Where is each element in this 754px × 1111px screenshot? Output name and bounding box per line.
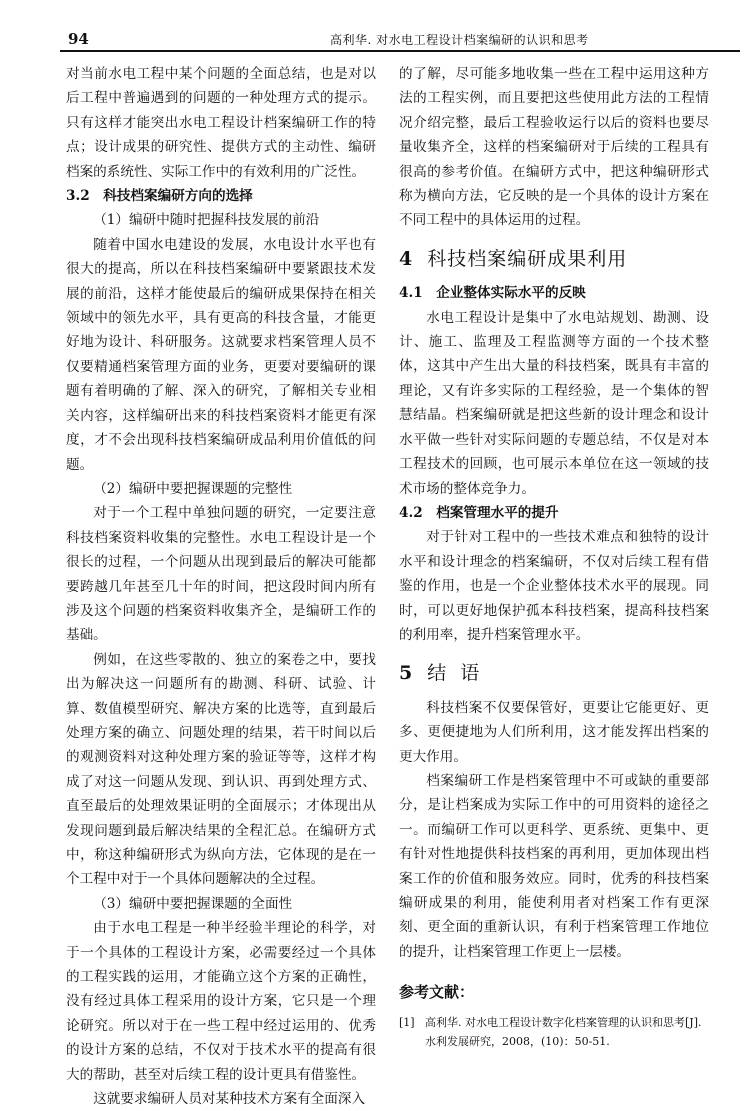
page-header bbox=[60, 20, 740, 52]
section-title: 结语 bbox=[427, 662, 494, 685]
paragraph: 随着中国水电建设的发展，水电设计水平也有很大的提高，所以在科技档案编研中要紧跟技术发展的前沿，这样才能使最后的编研成果保持在相关领域中的领先水平，具有更高的科技含量，才能更好地为设计、科研服务。这就要求档案管理人员不仅要精通档案管理方面的业务，更要对要编研的课题有着明确的了解、深入的研究，了解相关专业相关内容，这样编研出来的科技档案资料才能更有深度，才不会出现科技档案编研成品利用价值低的问题。 bbox=[66, 236, 376, 473]
section-title: 科技档案编研成果利用 bbox=[427, 247, 628, 270]
section-number: 5 bbox=[399, 662, 414, 685]
right-column bbox=[399, 62, 709, 1051]
paragraph: 科技档案不仅要保管好，更要让它能更好、更多、更便捷地为人们所利用，这才能发挥出档案的更大作用。 bbox=[399, 699, 709, 765]
paragraph: 档案编研工作是档案管理中不可或缺的重要部分，是让档案成为实际工作中的可用资料的途径之一。而编研工作可以更科学、更系统、更集中、更有针对性地提供科技档案的再利用，更加体现出档案工作的价值和服务效应。同时，优秀的科技档案编研成果的利用，能使利用者对档案工作有更深刻、更全面的重新认识，有利于档案管理工作地位的提升，让档案管理工作更上一层楼。 bbox=[399, 772, 709, 960]
subheading-1: （1）编研中随时把握科技发展的前沿 bbox=[93, 212, 320, 229]
reference-item bbox=[399, 1013, 709, 1051]
section-heading-5 bbox=[399, 661, 709, 685]
paragraph: 水电工程设计是集中了水电站规划、勘测、设计、施工、监理及工程监测等方面的一个技术整体，这其中产生出大量的科技档案，既具有丰富的理论，又有许多实际的工程经验，是一个集体的智慧结晶。档案编研就是把这些新的设计理念和设计水平做一些针对实际问题的专题总结，不仅是对本工程技术的回顾，也可展示本单位在这一领域的技术市场的整体竞争力。 bbox=[399, 309, 709, 497]
subheading-2: （2）编研中要把握课题的完整性 bbox=[93, 480, 293, 497]
section-heading-4-2: 4.2 档案管理水平的提升 bbox=[399, 504, 559, 521]
section-number: 4 bbox=[399, 247, 414, 270]
running-title: 高利华. 对水电工程设计档案编研的认识和思考 bbox=[330, 33, 589, 47]
paragraph: 对当前水电工程中某个问题的全面总结，也是对以后工程中普遍遇到的问题的一种处理方式的提示。只有这样才能突出水电工程设计档案编研工作的特点；设计成果的研究性、提供方式的主动性、编研档案的系统性、实际工作中的有效利用的广泛性。 bbox=[66, 66, 376, 180]
left-column bbox=[66, 62, 376, 1111]
reference-number: [1] bbox=[399, 1015, 415, 1029]
section-heading-3-2: 3.2 科技档案编研方向的选择 bbox=[66, 188, 253, 205]
paragraph: 的了解，尽可能多地收集一些在工程中运用这种方法的工程实例，而且要把这些使用此方法的工程情况介绍完整，最后工程验收运行以后的资料也要尽量收集齐全，这样的档案编研对于后续的工程具有很高的参考价值。在编研方式中，把这种编研形式称为横向方法，它反映的是一个具体的设计方案在不同工程中的具体运用的过程。 bbox=[399, 66, 709, 229]
page-number: 94 bbox=[68, 30, 89, 48]
paragraph: 由于水电工程是一种半经验半理论的科学，对于一个具体的工程设计方案，必需要经过一个具体的工程实践的运用，才能确立这个方案的正确性，没有经过具体工程采用的设计方案，它只是一个理论研究。所以对于在一些工程中经过运用的、优秀的设计方案的总结，不仅对于技术水平的提高有很大的帮助，甚至对后续工程的设计更具有借鉴性。 bbox=[66, 920, 376, 1083]
paragraph: 例如，在这些零散的、独立的案卷之中，要找出为解决这一问题所有的勘测、科研、试验、计算、数值模型研究、解决方案的比选等，直到最后处理方案的确立、问题处理的结果，若干时间以后的观测资料对这种处理方案的验证等等，这样才构成了对这一问题从发现、到认识、再到处理方式、直至最后的处理效果证明的全面展示；才体现出从发现问题到最后解决结果的全程汇总。在编研方式中，称这种编研形式为纵向方法，它体现的是在一个工程中对于一个具体问题解决的全过程。 bbox=[66, 651, 376, 888]
paragraph: 这就要求编研人员对某种技术方案有全面深入 bbox=[93, 1091, 366, 1108]
references-title: 参考文献： bbox=[399, 983, 475, 1002]
section-heading-4 bbox=[399, 247, 709, 271]
subheading-3: （3）编研中要把握课题的全面性 bbox=[93, 895, 293, 912]
section-heading-4-1: 4.1 企业整体实际水平的反映 bbox=[399, 285, 586, 302]
paragraph: 对于一个工程中单独问题的研究，一定要注意科技档案资料收集的完整性。水电工程设计是一个很长的过程，一个问题从出现到最后的解决可能都要跨越几年甚至几十年的时间，把这段时间内所有涉及这个问题的档案资料收集齐全，是编研工作的基础。 bbox=[66, 505, 376, 644]
paragraph: 对于针对工程中的一些技术难点和独特的设计水平和设计理念的档案编研，不仅对后续工程有借鉴的作用，也是一个企业整体技术水平的展现。同时，可以更好地保护孤本科技档案，提高科技档案的利用率，提升档案管理水平。 bbox=[399, 529, 709, 643]
reference-text: 高利华. 对水电工程设计数字化档案管理的认识和思考[J]. 水利发展研究，2008，(10)：50-51. bbox=[425, 1015, 702, 1048]
